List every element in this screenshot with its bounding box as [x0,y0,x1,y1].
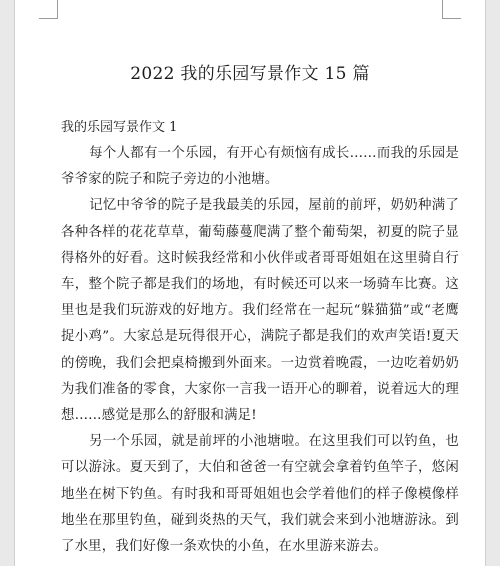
crop-mark-top-right [442,0,461,19]
section-heading: 我的乐园写景作文 1 [61,120,178,135]
paragraph-1: 每个人都有一个乐园，有开心有烦恼有成长……而我的乐园是爷爷家的院子和院子旁边的小池塘。 [61,146,459,188]
crop-mark-top-left [39,0,58,19]
document-body [61,141,459,560]
paragraph-3: 另一个乐园，就是前坪的小池塘啦。在这里我们可以钓鱼，也可以游泳。夏天到了，大伯和爸爸一有空就会拿着钓鱼竿子，悠闲地坐在树下钓鱼。有时我和哥哥姐姐也会学着他们的样子像模像样地坐在那里钓鱼，碰到炎热的天气，我们就会来到小池塘游泳。到了水里，我们好像一条欢快的小鱼，在水里游来游去。 [61,434,459,555]
paragraph-2: 记忆中爷爷的院子是我最美的乐园，屋前的前坪，奶奶种满了各种各样的花花草草，葡萄藤蔓爬满了整个葡萄架，初夏的院子显得格外的好看。这时候我经常和小伙伴或者哥哥姐姐在这里骑自行车，整个院子都是我们的场地，有时候还可以来一场骑车比赛。这里也是我们玩游戏的好地方。我们经常在一起玩“躲猫猫”或“老鹰捉小鸡”。大家总是玩得很开心，满院子都是我们的欢声笑语!夏天的傍晚，我们会把桌椅搬到外面来。一边赏着晚霞，一边吃着奶奶为我们准备的零食，大家你一言我一语开心的聊着，说着远大的理想……感觉是那么的舒服和满足! [61,198,459,424]
document-title: 2022 我的乐园写景作文 15 篇 [130,64,370,84]
document-page [14,0,486,566]
